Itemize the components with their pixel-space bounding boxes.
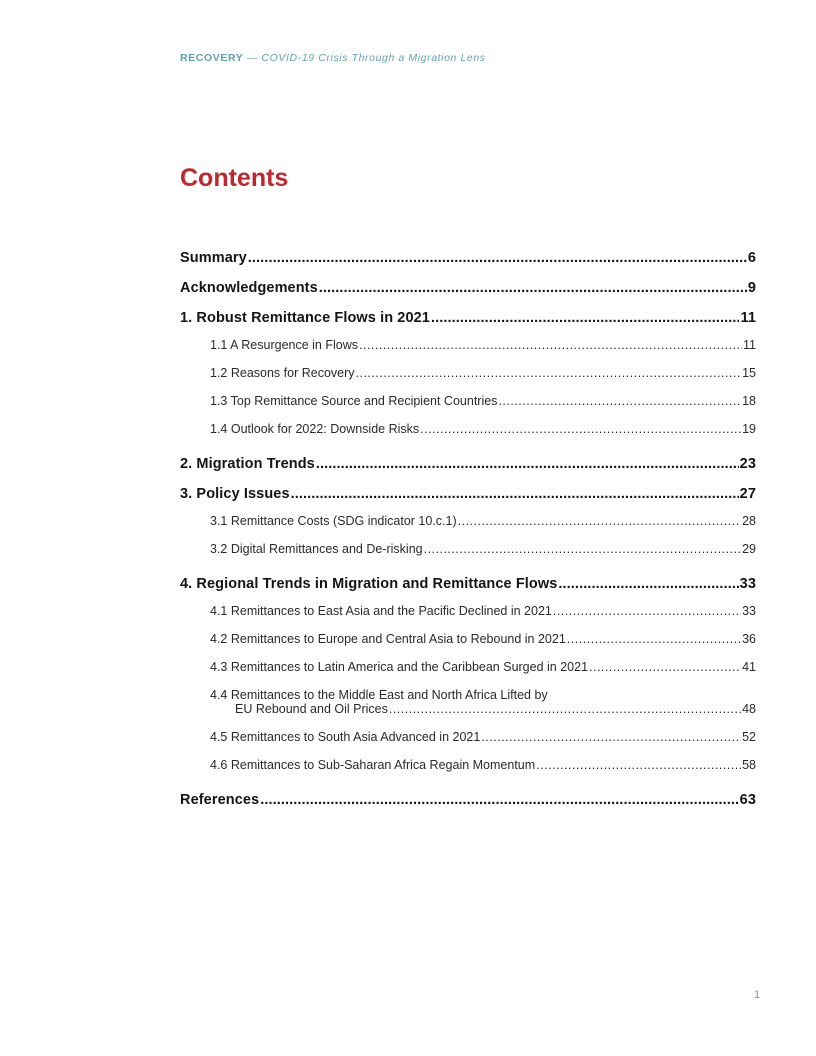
toc-entry-second-line [235,702,756,716]
toc-entry-label: 3. Policy Issues [180,486,290,502]
toc-entry-label: 1.3 Top Remittance Source and Recipient Countries [210,394,498,408]
toc-leader-dots [553,604,741,618]
toc-entry-section-4-6[interactable] [210,758,756,772]
toc-entry-page: 9 [747,280,756,296]
toc-entry-page: 58 [742,758,756,772]
toc-leader-dots [589,660,741,674]
page-number: 1 [754,989,761,1001]
toc-entry-page: 36 [742,632,756,646]
toc-entry-section-1-4[interactable] [210,422,756,436]
toc-entry-page: 28 [742,514,756,528]
toc-entry-label: 4. Regional Trends in Migration and Remittance Flows [180,576,558,592]
toc-entry-section-4-3[interactable] [210,660,756,674]
toc-entry-label: 4.1 Remittances to East Asia and the Pacific Declined in 2021 [210,604,552,618]
toc-leader-dots [319,280,747,296]
toc-entry-page: 6 [747,250,756,266]
toc-leader-dots [356,366,742,380]
toc-entry-label: 4.5 Remittances to South Asia Advanced in 2021 [210,730,481,744]
toc-entry-chapter-4[interactable] [180,576,756,592]
toc-leader-dots [536,758,741,772]
toc-entry-label: 3.1 Remittance Costs (SDG indicator 10.c.1) [210,514,457,528]
toc-leader-dots [424,542,742,556]
toc-entry-page: 27 [739,486,756,502]
toc-entry-acknowledgements[interactable] [180,280,756,296]
toc-entry-label: 4.3 Remittances to Latin America and the Caribbean Surged in 2021 [210,660,589,674]
toc-entry-label: 3.2 Digital Remittances and De-risking [210,542,423,556]
toc-leader-dots [389,702,741,716]
toc-entry-section-4-5[interactable] [210,730,756,744]
toc-entry-label: 1.1 A Resurgence in Flows [210,338,358,352]
toc-leader-dots [316,456,739,472]
toc-leader-dots [567,632,741,646]
toc-entry-label: Acknowledgements [180,280,318,296]
header-separator: — [243,52,262,64]
toc-entry-page: 11 [743,338,756,352]
toc-entry-section-1-1[interactable] [210,338,756,352]
toc-entry-label: Summary [180,250,247,266]
toc-entry-page: 41 [742,660,756,674]
toc-entry-section-1-3[interactable] [210,394,756,408]
report-name: RECOVERY [180,52,244,64]
toc-leader-dots [481,730,741,744]
toc-entry-label: 1.2 Reasons for Recovery [210,366,355,380]
toc-entry-page: 52 [742,730,756,744]
toc-entry-references[interactable] [180,792,756,808]
toc-entry-section-1-2[interactable] [210,366,756,380]
toc-leader-dots [431,310,740,326]
toc-entry-page: 23 [739,456,756,472]
toc-leader-dots [248,250,747,266]
toc-entry-label-line-2: EU Rebound and Oil Prices [235,702,388,716]
toc-leader-dots [558,576,738,592]
toc-entry-label-line-1: 4.4 Remittances to the Middle East and North Africa Lifted by [210,688,548,702]
toc-entry-page: 19 [742,422,756,436]
toc-entry-label: 4.2 Remittances to Europe and Central Asia to Rebound in 2021 [210,632,566,646]
toc-leader-dots [291,486,739,502]
toc-entry-page: 48 [742,702,756,716]
toc-entry-page: 33 [742,604,756,618]
toc-entry-label: 1.4 Outlook for 2022: Downside Risks [210,422,420,436]
report-subtitle: COVID-19 Crisis Through a Migration Lens [261,52,486,64]
toc-entry-section-4-1[interactable] [210,604,756,618]
toc-entry-label: 2. Migration Trends [180,456,315,472]
toc-entry-section-3-2[interactable] [210,542,756,556]
toc-entry-chapter-1[interactable] [180,310,756,326]
table-of-contents [180,250,756,808]
toc-entry-label: 1. Robust Remittance Flows in 2021 [180,310,430,326]
toc-entry-section-4-2[interactable] [210,632,756,646]
toc-entry-page: 33 [739,576,756,592]
toc-entry-chapter-3[interactable] [180,486,756,502]
toc-entry-page: 63 [739,792,756,808]
toc-leader-dots [420,422,741,436]
toc-entry-section-4-4[interactable] [180,688,756,716]
toc-leader-dots [458,514,741,528]
toc-entry-page: 11 [740,310,756,326]
toc-entry-section-3-1[interactable] [210,514,756,528]
toc-entry-label: 4.6 Remittances to Sub-Saharan Africa Regain Momentum [210,758,536,772]
toc-leader-dots [260,792,738,808]
toc-entry-chapter-2[interactable] [180,456,756,472]
toc-entry-page: 18 [742,394,756,408]
toc-entry-page: 29 [742,542,756,556]
toc-entry-summary[interactable] [180,250,756,266]
toc-entry-page: 15 [742,366,756,380]
toc-entry-label: References [180,792,260,808]
running-header [180,52,486,64]
page-title: Contents [180,164,289,192]
toc-leader-dots [498,394,741,408]
toc-leader-dots [359,338,742,352]
